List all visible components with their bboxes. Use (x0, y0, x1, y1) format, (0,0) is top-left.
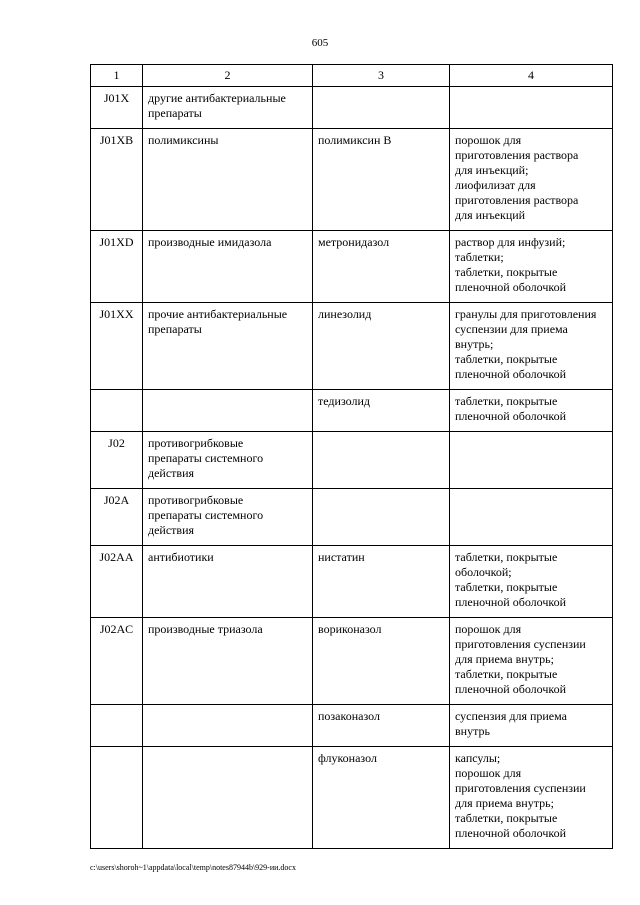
drug-name-cell (313, 432, 450, 489)
dosage-form-cell (450, 705, 613, 747)
dosage-form-cell (450, 432, 613, 489)
group-name-cell-line: производные триазола (148, 622, 263, 636)
dosage-form-cell-line: гранулы для приготовления (455, 307, 597, 321)
group-name-cell (143, 618, 313, 705)
group-name-cell (143, 303, 313, 390)
group-name-cell-line: производные имидазола (148, 235, 272, 249)
atc-code-cell (91, 705, 143, 747)
atc-code-cell (91, 390, 143, 432)
table-row (91, 705, 613, 747)
table-row (91, 489, 613, 546)
dosage-form-cell-line: приготовления суспензии (455, 781, 586, 795)
dosage-form-cell-line: порошок для (455, 622, 522, 636)
table-row (91, 303, 613, 390)
group-name-cell (143, 432, 313, 489)
group-name-cell-line: прочие антибактериальные (148, 307, 288, 321)
dosage-form-cell-line: таблетки, покрытые (455, 394, 558, 408)
dosage-form-cell-line: приготовления раствора (455, 193, 579, 207)
dosage-form-cell (450, 747, 613, 849)
drug-name-cell-line: метронидазол (318, 235, 390, 249)
drug-name-cell (313, 489, 450, 546)
dosage-form-cell-line: оболочкой; (455, 565, 512, 579)
drug-name-cell (313, 231, 450, 303)
group-name-cell-line: препараты (148, 106, 202, 120)
dosage-form-cell (450, 303, 613, 390)
group-name-cell-line: препараты (148, 322, 202, 336)
column-header: 4 (450, 65, 613, 87)
dosage-form-cell (450, 618, 613, 705)
table-row (91, 432, 613, 489)
dosage-form-cell-line: таблетки, покрытые (455, 811, 558, 825)
group-name-cell (143, 705, 313, 747)
drug-name-cell (313, 705, 450, 747)
drug-name-cell (313, 390, 450, 432)
drug-name-cell (313, 87, 450, 129)
table-row (91, 129, 613, 231)
group-name-cell-line: действия (148, 466, 195, 480)
group-name-cell (143, 129, 313, 231)
atc-code-cell: J02A (91, 489, 143, 546)
drug-table (90, 64, 613, 849)
dosage-form-cell-line: таблетки, покрытые (455, 352, 558, 366)
group-name-cell (143, 231, 313, 303)
dosage-form-cell (450, 489, 613, 546)
atc-code-cell: J02AA (91, 546, 143, 618)
table-row (91, 618, 613, 705)
dosage-form-cell-line: таблетки, покрытые (455, 580, 558, 594)
dosage-form-cell-line: для инъекций (455, 208, 526, 222)
page-number: 605 (311, 37, 329, 49)
dosage-form-cell-line: для приема внутрь; (455, 796, 554, 810)
drug-name-cell (313, 129, 450, 231)
drug-name-cell (313, 546, 450, 618)
table-row (91, 87, 613, 129)
table-row (91, 231, 613, 303)
dosage-form-cell (450, 129, 613, 231)
group-name-cell-line: действия (148, 523, 195, 537)
dosage-form-cell-line: внутрь (455, 724, 490, 738)
dosage-form-cell-line: раствор для инфузий; (455, 235, 566, 249)
dosage-form-cell-line: капсулы; (455, 751, 501, 765)
atc-code-cell: J02 (91, 432, 143, 489)
dosage-form-cell-line: пленочной оболочкой (455, 682, 567, 696)
group-name-cell-line: полимиксины (148, 133, 219, 147)
group-name-cell (143, 489, 313, 546)
column-header: 3 (313, 65, 450, 87)
atc-code-cell (91, 747, 143, 849)
drug-name-cell-line: вориконазол (318, 622, 382, 636)
dosage-form-cell (450, 231, 613, 303)
column-header: 1 (91, 65, 143, 87)
dosage-form-cell-line: суспензии для приема (455, 322, 568, 336)
table-row (91, 747, 613, 849)
dosage-form-cell-line: пленочной оболочкой (455, 367, 567, 381)
atc-code-cell: J02AC (91, 618, 143, 705)
group-name-cell-line: препараты системного (148, 508, 264, 522)
dosage-form-cell-line: приготовления суспензии (455, 637, 586, 651)
dosage-form-cell-line: порошок для (455, 766, 522, 780)
atc-code-cell: J01XX (91, 303, 143, 390)
dosage-form-cell-line: пленочной оболочкой (455, 409, 567, 423)
drug-name-cell-line: полимиксин В (318, 133, 392, 147)
dosage-form-cell (450, 390, 613, 432)
dosage-form-cell-line: пленочной оболочкой (455, 595, 567, 609)
group-name-cell-line: препараты системного (148, 451, 264, 465)
dosage-form-cell-line: пленочной оболочкой (455, 826, 567, 840)
group-name-cell-line: противогрибковые (148, 493, 244, 507)
dosage-form-cell-line: суспензия для приема (455, 709, 567, 723)
drug-name-cell (313, 618, 450, 705)
column-header: 2 (143, 65, 313, 87)
footer-file-path: c:\users\shoroh~1\appdata\local\temp\notes87944b\929-ии.docx (90, 863, 296, 872)
dosage-form-cell-line: для приема внутрь; (455, 652, 554, 666)
group-name-cell-line: противогрибковые (148, 436, 244, 450)
dosage-form-cell-line: таблетки, покрытые (455, 550, 558, 564)
drug-name-cell-line: флуконазол (318, 751, 377, 765)
dosage-form-cell-line: внутрь; (455, 337, 494, 351)
dosage-form-cell-line: приготовления раствора (455, 148, 579, 162)
dosage-form-cell-line: для инъекций; (455, 163, 529, 177)
drug-name-cell-line: линезолид (318, 307, 372, 321)
dosage-form-cell (450, 546, 613, 618)
dosage-form-cell-line: таблетки, покрытые (455, 667, 558, 681)
drug-name-cell (313, 303, 450, 390)
atc-code-cell: J01XB (91, 129, 143, 231)
atc-code-cell: J01X (91, 87, 143, 129)
drug-name-cell (313, 747, 450, 849)
group-name-cell (143, 87, 313, 129)
dosage-form-cell-line: таблетки, покрытые (455, 265, 558, 279)
dosage-form-cell (450, 87, 613, 129)
atc-code-cell: J01XD (91, 231, 143, 303)
group-name-cell-line: другие антибактериальные (148, 91, 286, 105)
drug-name-cell-line: позаконазол (318, 709, 380, 723)
dosage-form-cell-line: пленочной оболочкой (455, 280, 567, 294)
group-name-cell (143, 546, 313, 618)
drug-name-cell-line: нистатин (318, 550, 365, 564)
dosage-form-cell-line: лиофилизат для (455, 178, 536, 192)
table-header-row (91, 65, 613, 87)
table-row (91, 390, 613, 432)
dosage-form-cell-line: таблетки; (455, 250, 504, 264)
group-name-cell-line: антибиотики (148, 550, 214, 564)
dosage-form-cell-line: порошок для (455, 133, 522, 147)
group-name-cell (143, 390, 313, 432)
group-name-cell (143, 747, 313, 849)
table-row (91, 546, 613, 618)
drug-name-cell-line: тедизолид (318, 394, 370, 408)
